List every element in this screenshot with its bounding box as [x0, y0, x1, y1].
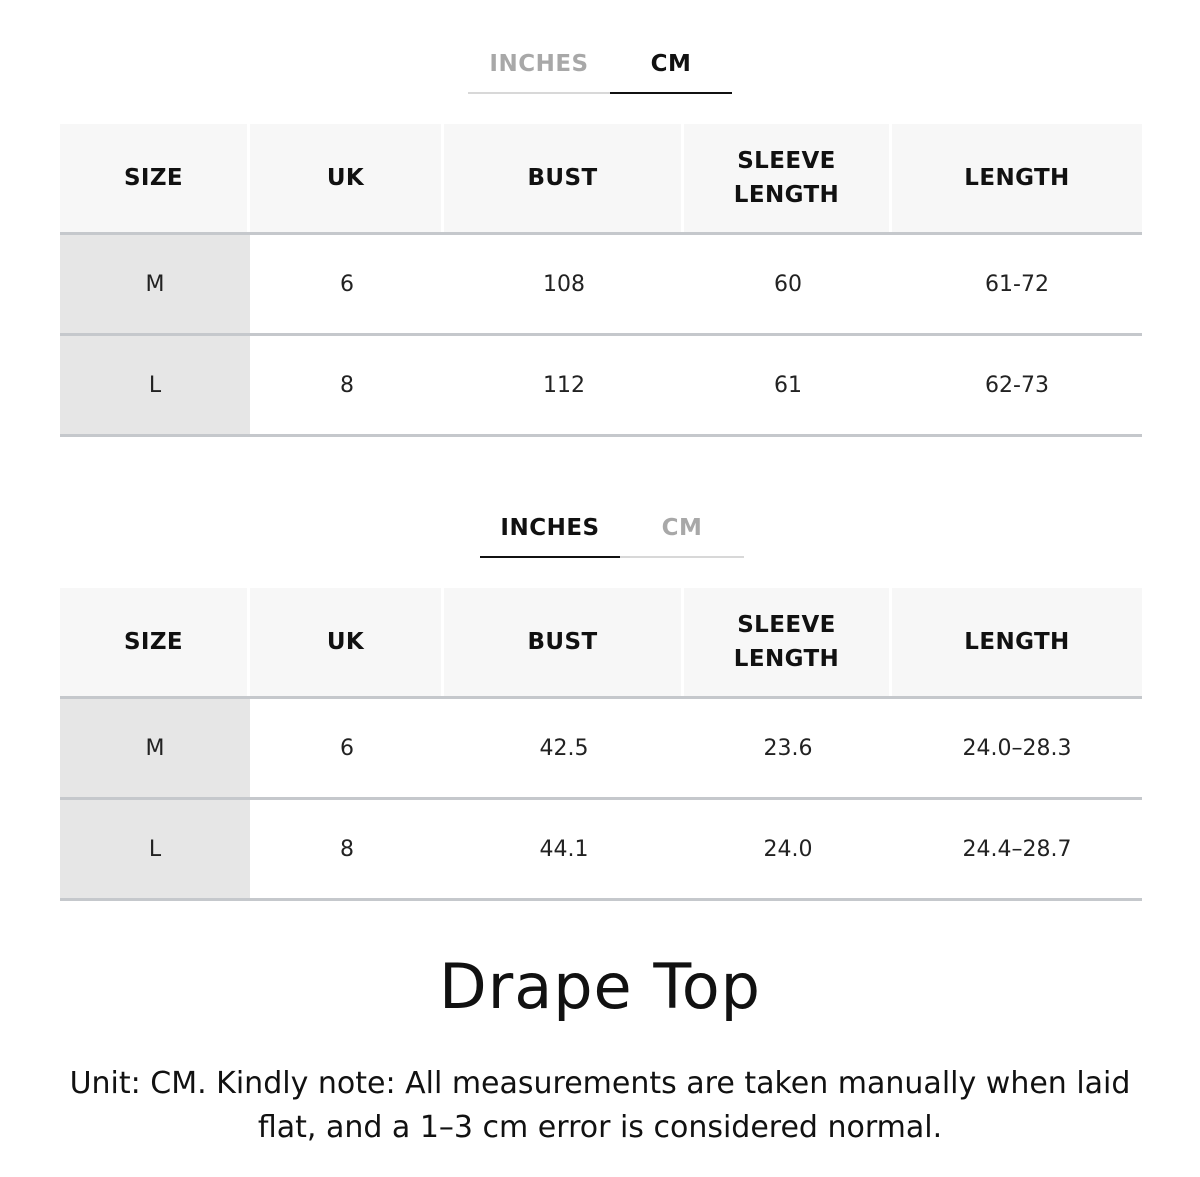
cell-bust: 108: [543, 271, 585, 297]
table-row: [60, 235, 1142, 333]
cell-length: 61-72: [985, 271, 1049, 297]
cell-size: L: [60, 800, 250, 898]
tab-underline: [610, 92, 732, 94]
tab-inches[interactable]: [480, 510, 620, 546]
divider: [60, 898, 1142, 901]
cell-size: M: [60, 699, 250, 797]
tab-label: CM: [661, 515, 703, 541]
tab-label: INCHES: [489, 51, 589, 77]
product-title: Drape Top: [438, 950, 762, 1023]
table-header: [60, 588, 1142, 696]
cell-size: M: [60, 235, 250, 333]
header-bust: BUST: [444, 124, 684, 232]
cell-sleeve-length: 60: [774, 271, 802, 297]
cell-bust: 42.5: [539, 735, 589, 761]
cell-uk: 6: [340, 735, 354, 761]
header-sleeve-length: SLEEVE LENGTH: [684, 588, 892, 696]
measurement-note: Unit: CM. Kindly note: All measurements are taken manually when laid flat, and a 1–3 cm error is considered normal.: [69, 1066, 1131, 1145]
header-uk: UK: [250, 124, 444, 232]
cell-sleeve-length: 24.0: [763, 836, 813, 862]
size-table-cm: [60, 124, 1142, 437]
cell-length: 24.0–28.3: [962, 735, 1072, 761]
cell-sleeve-length: 23.6: [763, 735, 813, 761]
cell-length: 62-73: [985, 372, 1049, 398]
header-length: LENGTH: [964, 629, 1070, 655]
table-row: [60, 699, 1142, 797]
header-sleeve-length: SLEEVE LENGTH: [684, 124, 892, 232]
size-table-inches: [60, 588, 1142, 901]
cell-size: L: [60, 336, 250, 434]
tab-inches[interactable]: [468, 46, 610, 82]
header-length: LENGTH: [964, 165, 1070, 191]
header-size: SIZE: [60, 588, 250, 696]
table-row: [60, 336, 1142, 434]
tab-underline: [620, 556, 744, 558]
table-header: [60, 124, 1142, 232]
cell-uk: 8: [340, 372, 354, 398]
cell-sleeve-length: 61: [774, 372, 802, 398]
cell-bust: 112: [543, 372, 585, 398]
unit-tabs-2: [480, 510, 744, 546]
divider: [60, 434, 1142, 437]
tab-label: CM: [650, 51, 692, 77]
cell-bust: 44.1: [539, 836, 589, 862]
tab-cm[interactable]: [620, 510, 744, 546]
cell-uk: 6: [340, 271, 354, 297]
unit-tabs-1: [468, 46, 732, 82]
cell-uk: 8: [340, 836, 354, 862]
tab-label: INCHES: [500, 515, 600, 541]
header-bust: BUST: [444, 588, 684, 696]
header-uk: UK: [250, 588, 444, 696]
cell-length: 24.4–28.7: [962, 836, 1072, 862]
tab-underline: [480, 556, 620, 558]
tab-cm[interactable]: [610, 46, 732, 82]
tab-underline: [468, 92, 610, 94]
table-row: [60, 800, 1142, 898]
header-size: SIZE: [60, 124, 250, 232]
